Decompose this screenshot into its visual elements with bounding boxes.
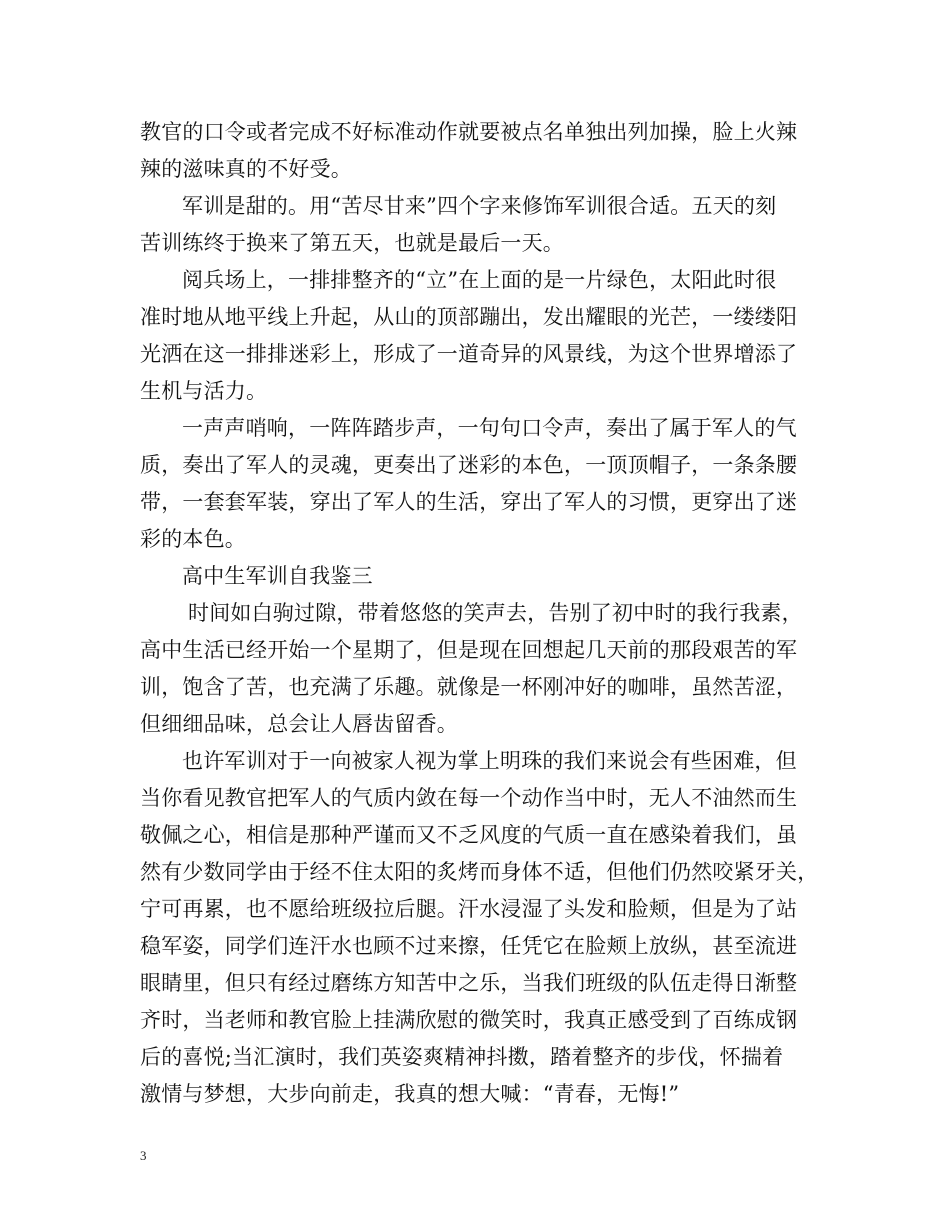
text-line: 但细细品味，总会让人唇齿留香。 <box>140 712 458 736</box>
text-line: 光洒在这一排排迷彩上，形成了一道奇异的风景线，为这个世界增添了 <box>140 342 798 366</box>
body-text <box>140 114 830 1113</box>
text-line: 宁可再累，也不愿给班级拉后腿。汗水浸湿了头发和脸颊，但是为了站 <box>140 897 798 921</box>
text-line: 高中生活已经开始一个星期了，但是现在回想起几天前的那段艰苦的军 <box>140 638 798 662</box>
text-line: 彩的本色。 <box>140 527 246 551</box>
text-line: 辣的滋味真的不好受。 <box>140 157 352 181</box>
paragraph-start-line: 阅兵场上，一排排整齐的“立”在上面的是一片绿色，太阳此时很 <box>182 268 777 292</box>
text-line: 齐时，当老师和教官脸上挂满欣慰的微笑时，我真正感受到了百练成钢 <box>140 1008 798 1032</box>
text-line: 眼睛里，但只有经过磨练方知苦中之乐，当我们班级的队伍走得日渐整 <box>140 971 798 995</box>
text-line: 当你看见教官把军人的气质内敛在每一个动作当中时，无人不油然而生 <box>140 786 798 810</box>
paragraph-start-line: 时间如白驹过隙，带着悠悠的笑声去，告别了初中时的我行我素， <box>188 601 803 625</box>
text-line: 生机与活力。 <box>140 379 268 403</box>
text-line: 教官的口令或者完成不好标准动作就要被点名单独出列加操，脸上火辣 <box>140 120 798 144</box>
paragraph-start-line: 也许军训对于一向被家人视为掌上明珠的我们来说会有些困难，但 <box>182 749 797 773</box>
text-line: 后的喜悦;当汇演时，我们英姿爽精神抖擞，踏着整齐的步伐，怀揣着 <box>140 1045 784 1069</box>
text-line: 训，饱含了苦，也充满了乐趣。就像是一杯刚冲好的咖啡，虽然苦涩， <box>140 675 798 699</box>
text-line: 带，一套套军装，穿出了军人的生活，穿出了军人的习惯，更穿出了迷 <box>140 490 798 514</box>
text-line: 苦训练终于换来了第五天，也就是最后一天。 <box>140 231 564 255</box>
page-number: 3 <box>140 1148 147 1163</box>
text-line: 准时地从地平线上升起，从山的顶部蹦出，发出耀眼的光芒，一缕缕阳 <box>140 305 798 329</box>
section-heading: 高中生军训自我鉴三 <box>182 564 373 588</box>
text-line: 稳军姿，同学们连汗水也顾不过来擦，任凭它在脸颊上放纵，甚至流进 <box>140 934 798 958</box>
text-line: 质，奏出了军人的灵魂，更奏出了迷彩的本色，一顶顶帽子，一条条腰 <box>140 453 798 477</box>
text-line: 敬佩之心，相信是那种严谨而又不乏风度的气质一直在感染着我们，虽 <box>140 823 798 847</box>
paragraph-start-line: 一声声哨响，一阵阵踏步声，一句句口令声，奏出了属于军人的气 <box>182 416 797 440</box>
paragraph-start-line: 军训是甜的。用“苦尽甘来”四个字来修饰军训很合适。五天的刻 <box>182 194 777 218</box>
text-line: 激情与梦想，大步向前走，我真的想大喊：“青春，无悔!” <box>140 1082 680 1106</box>
text-line: 然有少数同学由于经不住太阳的炙烤而身体不适，但他们仍然咬紧牙关， <box>140 860 819 884</box>
